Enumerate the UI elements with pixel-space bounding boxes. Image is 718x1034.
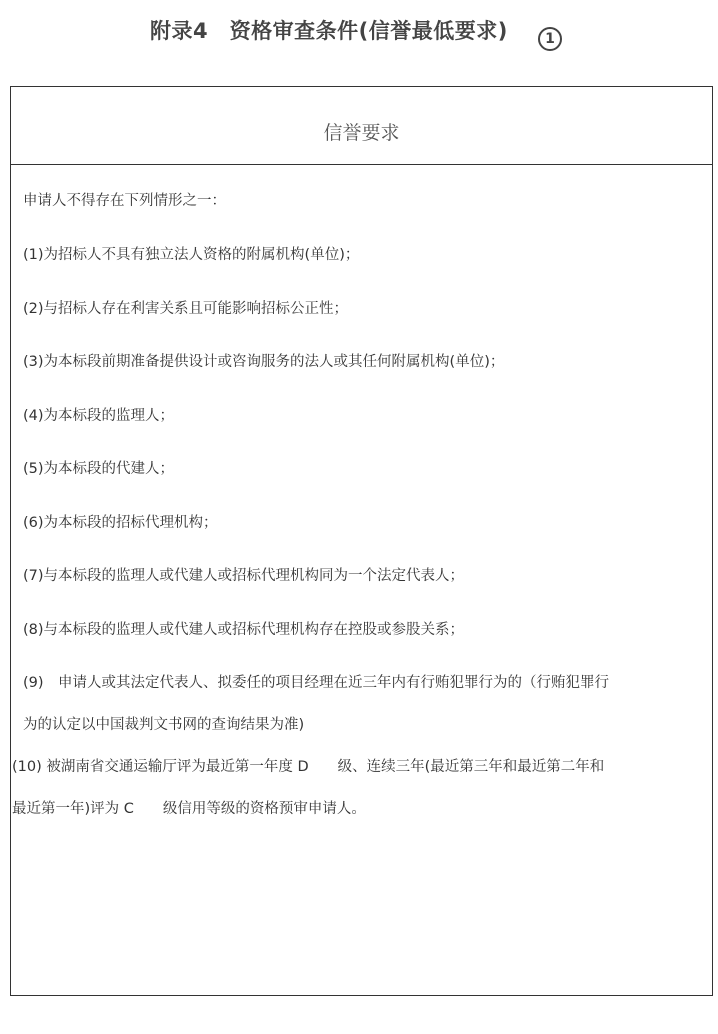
list-item: (8)与本标段的监理人或代建人或招标代理机构存在控股或参股关系；	[23, 622, 465, 638]
intro-text: 申请人不得存在下列情形之一：	[23, 193, 226, 209]
list-item: (6)为本标段的招标代理机构；	[23, 515, 218, 531]
list-item: (1)为招标人不具有独立法人资格的附属机构(单位)；	[23, 247, 360, 263]
requirements-table	[10, 86, 713, 996]
list-item-9-line2: 为的认定以中国裁判文书网的查询结果为准)	[23, 717, 305, 733]
list-item: (2)与招标人存在利害关系且可能影响招标公正性；	[23, 301, 349, 317]
page-title: 附录4 资格审查条件(信誉最低要求)	[150, 19, 508, 43]
table-body	[11, 165, 712, 995]
table-header: 信誉要求	[11, 87, 712, 165]
list-item-10-line1: (10) 被湖南省交通运输厅评为最近第一年度 D 级、连续三年(最近第三年和最近第二年和	[12, 759, 605, 775]
list-item: (5)为本标段的代建人；	[23, 461, 175, 477]
list-item: (4)为本标段的监理人；	[23, 408, 175, 424]
footnote-mark: 1	[538, 27, 562, 51]
title-row	[0, 10, 718, 54]
list-item-9-line1: (9) 申请人或其法定代表人、拟委任的项目经理在近三年内有行贿犯罪行为的（行贿犯罪行	[23, 675, 610, 691]
list-item: (7)与本标段的监理人或代建人或招标代理机构同为一个法定代表人；	[23, 568, 465, 584]
list-item-10-line2: 最近第一年)评为 C 级信用等级的资格预审申请人。	[12, 801, 366, 817]
list-item: (3)为本标段前期准备提供设计或咨询服务的法人或其任何附属机构(单位)；	[23, 354, 505, 370]
